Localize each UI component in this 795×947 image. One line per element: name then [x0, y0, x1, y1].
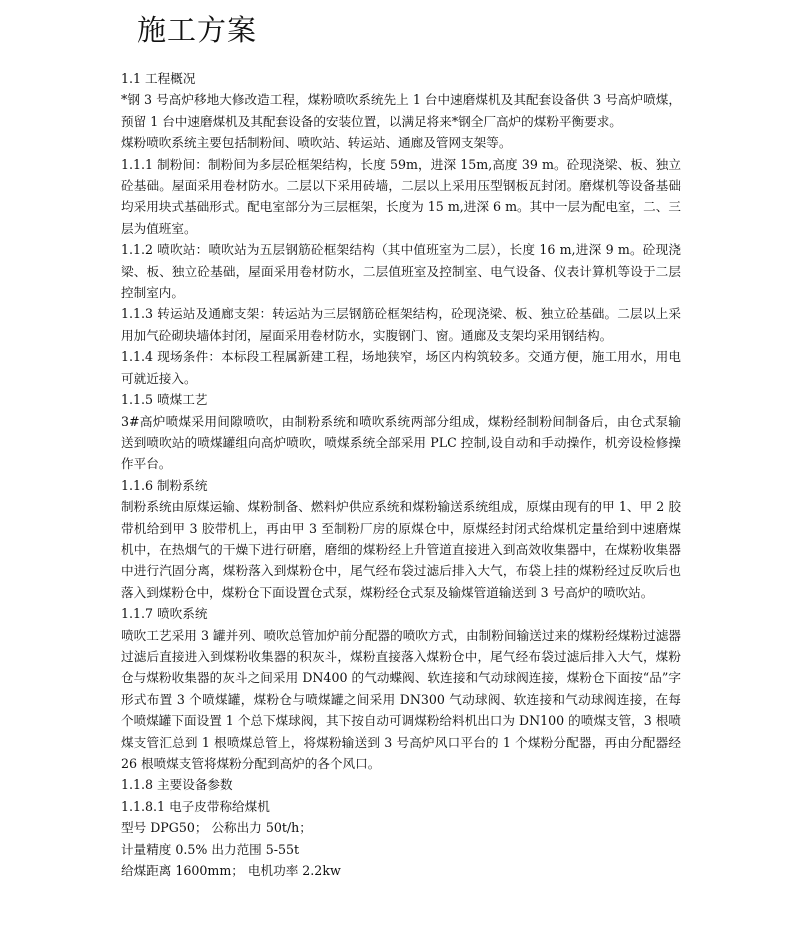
- section-heading-1-1-8: 1.1.8 主要设备参数: [121, 777, 233, 793]
- paragraph-1-1-3: 1.1.3 转运站及通廊支架：转运站为三层钢筋砼框架结构，砼现浇梁、板、独立砼基础。二层以上采用加气砼砌块墙体封闭，屋面采用卷材防水，实腹钢门、窗。通廊及支架均采用钢结构。: [121, 306, 681, 343]
- paragraph-milling-system: 制粉系统由原煤运输、煤粉制备、燃料炉供应系统和煤粉输送系统组成，原煤由现有的甲 1、甲 2 胶带机给到甲 3 胶带机上，再由甲 3 至制粉厂房的原煤仓中，原煤经封闭式给煤机定量给到中速磨煤机中，在热烟气的干燥下进行研磨，磨细的煤粉经上升管道直接进入到高效收集器中，在煤粉收集器中进行汽固分离，煤粉落入到煤粉仓中，尾气经布袋过滤后排入大气，布袋上挂的煤粉经过反吹后也落入到煤粉仓中，煤粉仓下面设置仓式泵，煤粉经仓式泵及输煤管道输送到 3 号高炉的喷吹站。: [121, 499, 681, 600]
- section-heading-1-1-5: 1.1.5 喷煤工艺: [121, 392, 208, 408]
- spec-line-accuracy: 计量精度 0.5% 出力范围 5-55t: [121, 841, 300, 857]
- paragraph-overview: *钢 3 号高炉移地大修改造工程，煤粉喷吹系统先上 1 台中速磨煤机及其配套设备供 3 号高炉喷煤，预留 1 台中速磨煤机及其配套设备的安装位置，以满足将来*钢全厂高炉的煤粉平衡要求。: [121, 92, 681, 129]
- section-heading-1-1-7: 1.1.7 喷吹系统: [121, 606, 208, 622]
- section-heading-1-1-8-1: 1.1.8.1 电子皮带称给煤机: [121, 798, 270, 814]
- paragraph-injection-process: 3#高炉喷煤采用间隙喷吹，由制粉系统和喷吹系统两部分组成，煤粉经制粉间制备后，由仓式泵输送到喷吹站的喷煤罐组向高炉喷吹，喷煤系统全部采用 PLC 控制,设自动和手动操作，机旁设检修操作平台。: [121, 413, 681, 472]
- document-title: 施工方案: [137, 13, 258, 47]
- spec-line-model: 型号 DPG50； 公称出力 50t/h；: [121, 820, 312, 836]
- paragraph-injection-system: 喷吹工艺采用 3 罐并列、喷吹总管加炉前分配器的喷吹方式，由制粉间输送过来的煤粉经煤粉过滤器过滤后直接进入到煤粉收集器的积灰斗，煤粉直接落入煤粉仓中，尾气经布袋过滤后排入大气，煤粉仓与煤粉收集器的灰斗之间采用 DN400 的气动蝶阀、软连接和气动球阀连接，煤粉仓下面按“品”字形式布置 3 个喷煤罐，煤粉仓与喷煤罐之间采用 DN300 气动球阀、软连接和气动球阀连接，在每个喷煤罐下面设置 1 个总下煤球阀，其下按自动可调煤粉给料机出口为 DN100 的喷煤支管，3 根喷煤支管汇总到 1 根喷煤总管上，将煤粉输送到 3 号高炉风口平台的 1 个煤粉分配器，再由分配器经 26 根喷煤支管将煤粉分配到高炉的各个风口。: [121, 627, 681, 771]
- document-body: [121, 68, 681, 881]
- section-heading-1-1-6: 1.1.6 制粉系统: [121, 477, 208, 493]
- section-heading-1-1: 1.1 工程概况: [121, 71, 196, 86]
- paragraph-1-1-1: 1.1.1 制粉间：制粉间为多层砼框架结构，长度 59m，进深 15m,高度 39 m。砼现浇梁、板、独立砼基础。屋面采用卷材防水。二层以下采用砖墙，二层以上采用压型钢板瓦封闭。磨煤机等设备基础均采用块式基础形式。配电室部分为三层框架，长度为 15 m,进深 6 m。其中一层为配电室，二、三层为值班室。: [121, 156, 681, 236]
- spec-line-distance: 给煤距离 1600mm； 电机功率 2.2kw: [121, 863, 341, 879]
- paragraph-system-scope: 煤粉喷吹系统主要包括制粉间、喷吹站、转运站、通廊及管网支架等。: [121, 135, 512, 151]
- paragraph-1-1-4: 1.1.4 现场条件：本标段工程属新建工程，场地狭窄，场区内构筑较多。交通方便，施工用水，用电可就近接入。: [121, 349, 681, 386]
- paragraph-1-1-2: 1.1.2 喷吹站：喷吹站为五层钢筋砼框架结构（其中值班室为二层），长度 16 m,进深 9 m。砼现浇梁、板、独立砼基础，屋面采用卷材防水，二层值班室及控制室、电气设备、仪表计算机等设于二层控制室内。: [121, 242, 681, 301]
